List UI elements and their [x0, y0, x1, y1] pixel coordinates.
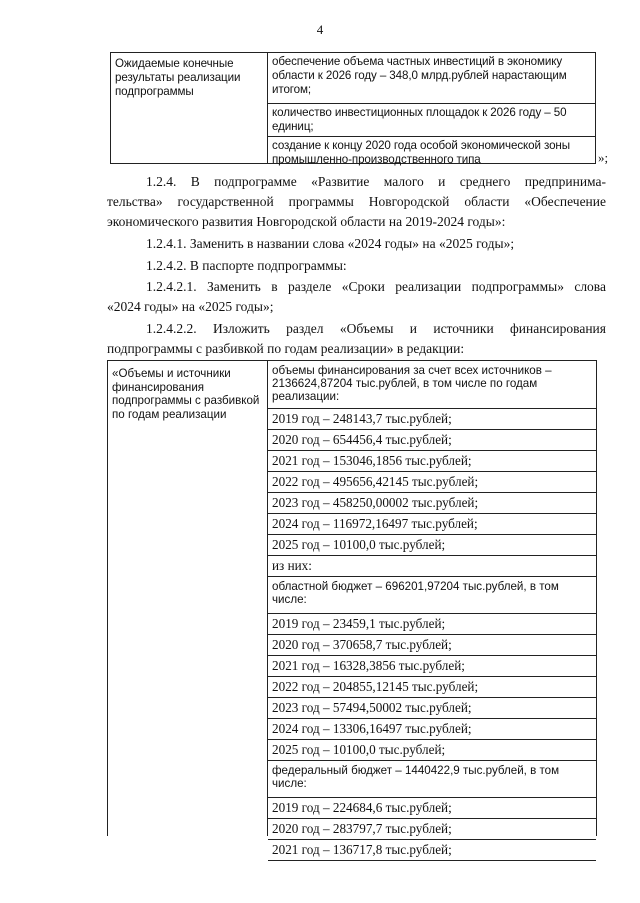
financing-total-year: 2024 год – 116972,16497 тыс.рублей; [268, 514, 596, 535]
financing-regional-year: 2025 год – 10100,0 тыс.рублей; [268, 740, 596, 761]
financing-regional-year: 2020 год – 370658,7 тыс.рублей; [268, 635, 596, 656]
financing-federal-year: 2019 год – 224684,6 тыс.рублей; [268, 798, 596, 819]
financing-regional-year: 2024 год – 13306,16497 тыс.рублей; [268, 719, 596, 740]
expected-results-table [110, 52, 596, 164]
financing-regional-budget: областной бюджет – 696201,97204 тыс.рублей, в том числе: [268, 577, 596, 614]
financing-federal-budget: федеральный бюджет – 1440422,9 тыс.рублей, в том числе: [268, 761, 596, 798]
paragraph-1-2-4-2-2-line2: подпрограммы с разбивкой по годам реализации» в редакции: [107, 341, 465, 356]
financing-total-year: 2025 год – 10100,0 тыс.рублей; [268, 535, 596, 556]
paragraph-1-2-4-line1: 1.2.4. В подпрограмме «Развитие малого и среднего предпринима- [146, 174, 606, 189]
financing-regional-year: 2022 год – 204855,12145 тыс.рублей; [268, 677, 596, 698]
financing-regional-year: 2021 год – 16328,3856 тыс.рублей; [268, 656, 596, 677]
expected-results-label: Ожидаемые конечные результаты реализации подпрограммы [111, 53, 268, 163]
financing-total-year: 2023 год – 458250,00002 тыс.рублей; [268, 493, 596, 514]
financing-federal-year: 2021 год – 136717,8 тыс.рублей; [268, 840, 596, 861]
expected-result-economic-zone: создание к концу 2020 года особой экономической зоны промышленно-производственного типа [272, 139, 570, 166]
expected-result-sites: количество инвестиционных площадок к 2026 году – 50 единиц; [268, 104, 595, 137]
paragraph-1-2-4-2-1-line1: 1.2.4.2.1. Заменить в разделе «Сроки реализации подпрограммы» слова [146, 279, 606, 294]
financing-total-year: 2020 год – 654456,4 тыс.рублей; [268, 430, 596, 451]
financing-regional-year: 2023 год – 57494,50002 тыс.рублей; [268, 698, 596, 719]
financing-of-them: из них: [268, 556, 596, 577]
paragraph-1-2-4-2: 1.2.4.2. В паспорте подпрограммы: [146, 258, 347, 273]
financing-total: объемы финансирования за счет всех источников – 2136624,87204 тыс.рублей, в том числе по годам реализации: [268, 361, 596, 409]
paragraph-1-2-4-1: 1.2.4.1. Заменить в названии слова «2024 годы» на «2025 годы»; [146, 236, 515, 251]
page-number: 4 [316, 22, 324, 37]
paragraph-1-2-4-2-1-line2: «2024 годы» на «2025 годы»; [107, 299, 274, 314]
financing-values [268, 361, 596, 857]
financing-total-year: 2022 год – 495656,42145 тыс.рублей; [268, 472, 596, 493]
financing-federal-year: 2020 год – 283797,7 тыс.рублей; [268, 819, 596, 840]
financing-regional-year: 2019 год – 23459,1 тыс.рублей; [268, 614, 596, 635]
financing-table [107, 360, 597, 857]
expected-result-investments: обеспечение объема частных инвестиций в экономику области к 2026 году – 348,0 млрд.рублей нарастающим итогом; [268, 53, 595, 104]
expected-results-values [268, 53, 595, 166]
financing-total-year: 2021 год – 153046,1856 тыс.рублей; [268, 451, 596, 472]
financing-total-year: 2019 год – 248143,7 тыс.рублей; [268, 409, 596, 430]
paragraph-1-2-4-line2: тельства» государственной программы Новгородской области «Обеспечение [107, 194, 606, 209]
paragraph-1-2-4-line3: экономического развития Новгородской области на 2019-2024 годы»: [107, 214, 506, 229]
table1-closing-quote: »; [598, 150, 609, 165]
paragraph-1-2-4-2-2-line1: 1.2.4.2.2. Изложить раздел «Объемы и источники финансирования [146, 321, 606, 336]
financing-label: «Объемы и источники финансирования подпрограммы с разбивкой по годам реализации [108, 361, 268, 836]
